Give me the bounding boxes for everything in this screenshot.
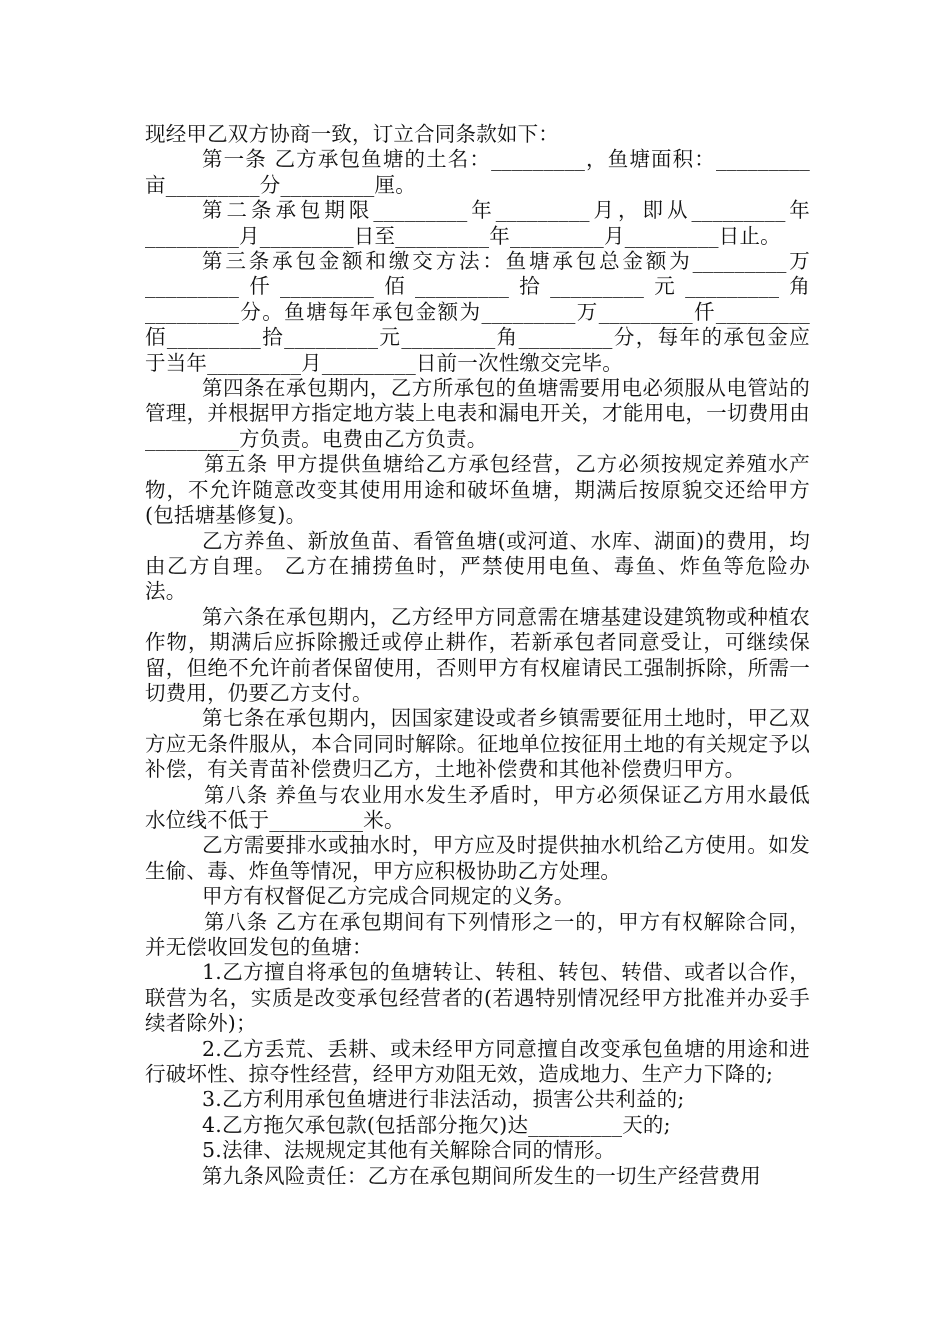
list-item-1: 1.乙方擅自将承包的鱼塘转让、转租、转包、转借、或者以合作，联营为名，实质是改变承包经营者的(若遇特别情况经甲方批准并办妥手续者除外)；: [145, 960, 810, 1036]
list-item-4: 4.乙方拖欠承包款(包括部分拖欠)达_________天的;: [202, 1112, 671, 1137]
paragraph-article-8a: 第八条 养鱼与农业用水发生矛盾时，甲方必须保证乙方用水最低水位线不低于_________米。: [145, 782, 810, 832]
paragraph-article-8a-duty: 甲方有权督促乙方完成合同规定的义务。: [202, 884, 575, 909]
paragraph-article-6: 第六条在承包期内，乙方经甲方同意需在塘基建设建筑物或种植农作物，期满后应拆除搬迁或停止耕作，若新承包者同意受让，可继续保留，但绝不允许前者保留使用，否则甲方有权雇请民工强制拆除，所需一切费用，仍要乙方支付。: [145, 604, 810, 705]
paragraph-article-3: 第三条承包金额和缴交方法：鱼塘承包总金额为_________万_________仟_________佰_________拾_________元_________角_________分。鱼塘每年承包金额为_________万_________仟_________佰_________拾_________元_________角_________分，每年的承包金应于当年_________月_________日前一次性缴交完毕。: [145, 249, 810, 375]
list-item-5: 5.法律、法规规定其他有关解除合同的情形。: [202, 1138, 616, 1163]
list-item-3: 3.乙方利用承包鱼塘进行非法活动，损害公共利益的;: [202, 1087, 685, 1112]
paragraph-article-8b: 第八条 乙方在承包期间有下列情形之一的，甲方有权解除合同，并无偿收回发包的鱼塘：: [145, 909, 810, 959]
paragraph-article-7: 第七条在承包期内，因国家建设或者乡镇需要征用土地时，甲乙双方应无条件服从，本合同同时解除。征地单位按征用土地的有关规定予以补偿，有关青苗补偿费归乙方，土地补偿费和其他补偿费归甲方。: [145, 706, 810, 782]
paragraph-article-1: 第一条 乙方承包鱼塘的土名：_________，鱼塘面积：_________亩_________分_________厘。: [145, 147, 810, 197]
paragraph-intro: 现经甲乙双方协商一致，订立合同条款如下：: [145, 122, 559, 146]
paragraph-article-9: 第九条风险责任：乙方在承包期间所发生的一切生产经营费用: [202, 1163, 761, 1188]
contract-body: [145, 122, 810, 1189]
paragraph-article-8a-detail: 乙方需要排水或抽水时，甲方应及时提供抽水机给乙方使用。如发生偷、毒、炸鱼等情况，甲方应积极协助乙方处理。: [145, 833, 810, 883]
paragraph-article-2: 第二条承包期限_________年_________月，即从_________年_________月_________日至_________年_________月_________日止。: [145, 198, 810, 248]
list-item-2: 2.乙方丢荒、丢耕、或未经甲方同意擅自改变承包鱼塘的用途和进行破坏性、掠夺性经营，经甲方劝阻无效，造成地力、生产力下降的;: [145, 1036, 810, 1087]
paragraph-article-5-detail: 乙方养鱼、新放鱼苗、看管鱼塘(或河道、水库、湖面)的费用，均由乙方自理。 乙方在捕捞鱼时，严禁使用电鱼、毒鱼、炸鱼等危险办法。: [145, 528, 810, 604]
paragraph-article-5: 第五条 甲方提供鱼塘给乙方承包经营，乙方必须按规定养殖水产物，不允许随意改变其使用用途和破坏鱼塘，期满后按原貌交还给甲方(包括塘基修复)。: [145, 452, 810, 528]
paragraph-article-4: 第四条在承包期内，乙方所承包的鱼塘需要用电必须服从电管站的管理，并根据甲方指定地方装上电表和漏电开关，才能用电，一切费用由_________方负责。电费由乙方负责。: [145, 376, 810, 451]
